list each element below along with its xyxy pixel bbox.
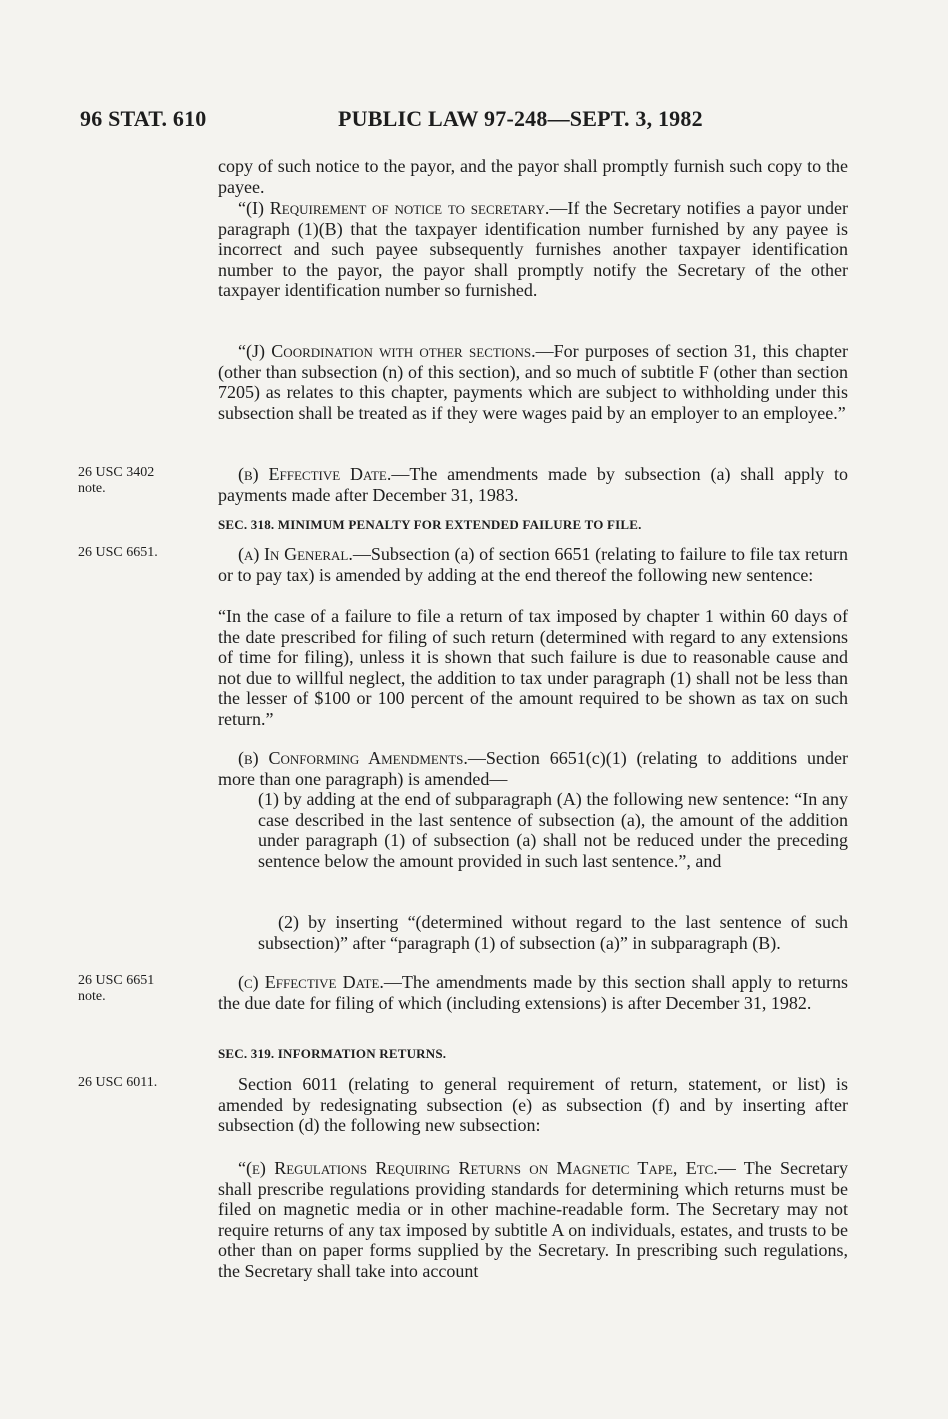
paragraph-319e xyxy=(218,1158,848,1281)
paragraph-318b1: (1) by adding at the end of subparagraph (A) the following new sentence: “In any case described in the last sentence of subsection (a), the amount of the addition under paragraph (1) of subsection (a) shall not be reduced under the preceding sentence below the amount provided in such last sentence.”, and xyxy=(258,789,848,871)
paragraph-b-effective-date xyxy=(218,464,848,505)
paragraph-318a-heading: (a) In General. xyxy=(238,544,353,564)
statute-page-number: 96 STAT. 610 xyxy=(80,106,207,131)
public-law-title: PUBLIC LAW 97-248—SEPT. 3, 1982 xyxy=(338,106,703,131)
paragraph-318a xyxy=(218,544,848,585)
paragraph-b-heading: (b) Effective Date. xyxy=(238,464,392,484)
paragraph-318c-text: —The amendments made by this section shall apply to returns the due date for filing of which (including extensions) is after December 31, 1982. xyxy=(218,972,849,1013)
paragraph-318b-text: —Section 6651(c)(1) (relating to additions under more than one paragraph) is amended— xyxy=(218,748,848,789)
margin-note-6651-note: 26 USC 6651 note. xyxy=(78,973,155,1004)
paragraph-318a-text: —Subsection (a) of section 6651 (relating to failure to file tax return or to pay tax) is amended by adding at the end thereof the following new sentence: xyxy=(218,544,848,585)
paragraph-319e-text: — The Secretary shall prescribe regulations providing standards for determining which returns must be filed on magnetic media or in other machine-readable form. The Secretary may not require returns of any tax imposed by subtitle A on individuals, estates, and trusts to be other than on paper forms supplied by the Secretary. In prescribing such regulations, the Secretary shall take into account xyxy=(218,1158,848,1281)
margin-note-3402: 26 USC 3402 note. xyxy=(78,465,155,496)
paragraph-j-heading: “(J) Coordination with other sections. xyxy=(238,341,536,361)
paragraph-319e-heading: “(e) Regulations Requiring Returns on Magnetic Tape, Etc. xyxy=(238,1158,718,1178)
paragraph-i-heading: “(I) Requirement of notice to secretary. xyxy=(238,198,550,218)
page-header xyxy=(80,106,870,140)
paragraph-318c-heading: (c) Effective Date. xyxy=(238,972,384,992)
margin-note-6011: 26 USC 6011. xyxy=(78,1075,158,1090)
paragraph-i xyxy=(218,198,848,301)
paragraph-j-text: —For purposes of section 31, this chapter (other than subsection (n) of this section), and so much of subtitle F (other than section 7205) as relates to this chapter, payments which are subject to withholding under this subsection shall be treated as if they were wages paid by an employer to an employee.” xyxy=(218,341,848,423)
paragraph-i-text: —If the Secretary notifies a payor under paragraph (1)(B) that the taxpayer identification number furnished by any payee is incorrect and such payee subsequently furnishes another taxpayer identification number to the payor, the payor shall promptly notify the Secretary of the other taxpayer identification number so furnished. xyxy=(218,198,848,300)
paragraph-b-text: —The amendments made by subsection (a) shall apply to payments made after December 31, 1983. xyxy=(218,464,848,505)
paragraph-318-quote: “In the case of a failure to file a return of tax imposed by chapter 1 within 60 days of the date prescribed for filing of such return (determined with regard to any extensions of time for filing), unless it is shown that such failure is due to reasonable cause and not due to willful neglect, the addition to tax under paragraph (1) shall not be less than the lesser of $100 or 100 percent of the amount required to be shown as tax on such return.” xyxy=(218,606,848,729)
section-319-heading: SEC. 319. INFORMATION RETURNS. xyxy=(218,1046,447,1061)
paragraph-318b xyxy=(218,748,848,789)
paragraph-318b2: (2) by inserting “(determined without regard to the last sentence of such subsection)” after “paragraph (1) of subsection (a)” in subparagraph (B). xyxy=(258,912,848,953)
paragraph-319: Section 6011 (relating to general requirement of return, statement, or list) is amended by redesignating subsection (e) as subsection (f) and by inserting after subsection (d) the following new subsection: xyxy=(218,1074,848,1135)
paragraph-continuation: copy of such notice to the payor, and the payor shall promptly furnish such copy to the payee. xyxy=(218,156,848,197)
paragraph-318b-heading: (b) Conforming Amendments. xyxy=(238,748,468,768)
paragraph-318c xyxy=(218,972,848,1013)
margin-note-6651: 26 USC 6651. xyxy=(78,545,158,560)
paragraph-j xyxy=(218,341,848,423)
section-318-heading: SEC. 318. MINIMUM PENALTY FOR EXTENDED FAILURE TO FILE. xyxy=(218,517,642,532)
